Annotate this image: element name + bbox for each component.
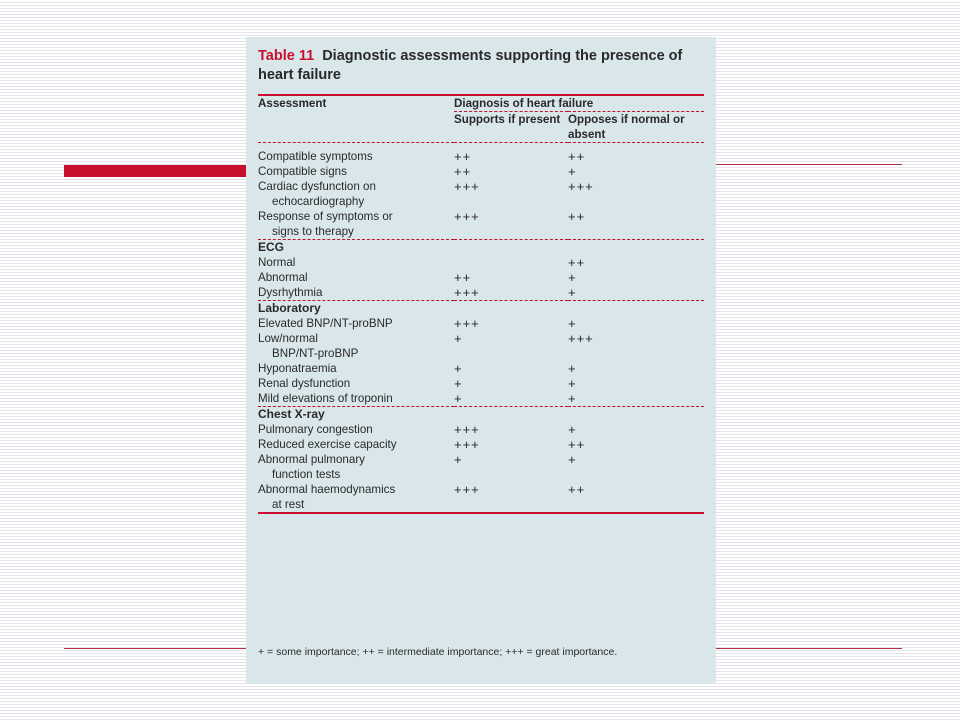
table-row bbox=[258, 422, 704, 437]
opposes-value: + bbox=[568, 270, 577, 285]
assessment-label-continued: echocardiography bbox=[272, 195, 365, 208]
assessment-label: Reduced exercise capacity bbox=[258, 438, 397, 451]
assessment-cell bbox=[258, 391, 454, 407]
table-row bbox=[258, 179, 704, 209]
slide-rule-bottom-right bbox=[716, 648, 902, 649]
opposes-value: + bbox=[568, 376, 577, 391]
supports-value: + bbox=[454, 452, 463, 467]
assessment-label: Compatible symptoms bbox=[258, 150, 373, 163]
assessment-cell bbox=[258, 331, 454, 361]
table-row bbox=[258, 270, 704, 285]
opposes-value: +++ bbox=[568, 179, 594, 194]
diagnostic-table bbox=[258, 94, 704, 514]
assessment-cell bbox=[258, 437, 454, 452]
assessment-cell bbox=[258, 143, 454, 165]
opposes-value: ++ bbox=[568, 149, 586, 164]
assessment-label: Pulmonary congestion bbox=[258, 423, 373, 436]
slide-rule-top bbox=[716, 164, 902, 165]
supports-value: + bbox=[454, 376, 463, 391]
supports-value: + bbox=[454, 331, 463, 346]
assessment-label: Abnormal pulmonary bbox=[258, 453, 365, 466]
assessment-label: Abnormal bbox=[258, 271, 308, 284]
assessment-label: Hyponatraemia bbox=[258, 362, 337, 375]
assessment-label: Compatible signs bbox=[258, 165, 347, 178]
supports-value bbox=[454, 255, 568, 270]
table-panel bbox=[246, 37, 716, 684]
supports-value: ++ bbox=[454, 164, 472, 179]
assessment-cell bbox=[258, 361, 454, 376]
supports-value: +++ bbox=[454, 482, 480, 497]
opposes-value: + bbox=[568, 452, 577, 467]
table-body bbox=[258, 143, 704, 514]
section-heading-row bbox=[258, 407, 704, 423]
assessment-cell bbox=[258, 422, 454, 437]
supports-value: +++ bbox=[454, 285, 568, 301]
supports-value: +++ bbox=[454, 209, 568, 240]
table-row bbox=[258, 331, 704, 361]
assessment-label: Mild elevations of troponin bbox=[258, 392, 393, 405]
opposes-value: + bbox=[568, 285, 704, 301]
slide-accent-bar bbox=[64, 165, 254, 177]
opposes-value: + bbox=[568, 316, 577, 331]
opposes-value: + bbox=[568, 164, 577, 179]
table-row bbox=[258, 437, 704, 452]
section-title: Laboratory bbox=[258, 301, 321, 315]
opposes-value: + bbox=[568, 422, 577, 437]
opposes-value: + bbox=[568, 361, 577, 376]
assessment-label-continued: function tests bbox=[272, 468, 341, 481]
section-heading-row bbox=[258, 301, 704, 317]
table-row bbox=[258, 361, 704, 376]
assessment-label: Response of symptoms or bbox=[258, 210, 393, 223]
table-row bbox=[258, 209, 704, 240]
supports-value: +++ bbox=[454, 316, 480, 331]
table-row bbox=[258, 316, 704, 331]
supports-value: + bbox=[454, 361, 463, 376]
supports-value: +++ bbox=[454, 422, 480, 437]
table-number: Table 11 bbox=[258, 48, 315, 64]
assessment-label: Normal bbox=[258, 256, 296, 269]
header-opposes: Opposes if normal or absent bbox=[568, 112, 704, 143]
header-supports: Supports if present bbox=[454, 112, 568, 143]
supports-value: +++ bbox=[454, 179, 480, 194]
supports-value: +++ bbox=[454, 437, 480, 452]
table-row bbox=[258, 391, 704, 407]
assessment-cell bbox=[258, 179, 454, 209]
table-row bbox=[258, 255, 704, 270]
table-row bbox=[258, 285, 704, 301]
supports-value: + bbox=[454, 391, 568, 407]
assessment-cell bbox=[258, 452, 454, 482]
assessment-label-continued: at rest bbox=[272, 498, 305, 511]
section-title: ECG bbox=[258, 240, 285, 254]
section-heading-row bbox=[258, 240, 704, 256]
supports-value: ++ bbox=[454, 270, 472, 285]
assessment-label: Elevated BNP/NT-proBNP bbox=[258, 317, 393, 330]
table-row bbox=[258, 143, 704, 165]
opposes-value: ++ bbox=[568, 255, 586, 270]
assessment-label: Cardiac dysfunction on bbox=[258, 180, 376, 193]
header-assessment: Assessment bbox=[258, 97, 327, 110]
assessment-cell bbox=[258, 316, 454, 331]
table-footnote: + = some importance; ++ = intermediate importance; +++ = great importance. bbox=[258, 646, 618, 658]
assessment-label: Dysrhythmia bbox=[258, 286, 323, 299]
opposes-value: + bbox=[568, 391, 704, 407]
assessment-label: Low/normal bbox=[258, 332, 318, 345]
assessment-cell bbox=[258, 285, 454, 301]
table-caption bbox=[258, 47, 698, 85]
assessment-label-continued: BNP/NT-proBNP bbox=[272, 347, 359, 360]
assessment-cell bbox=[258, 209, 454, 240]
assessment-cell bbox=[258, 270, 454, 285]
table-row bbox=[258, 452, 704, 482]
opposes-value: ++ bbox=[568, 209, 704, 240]
opposes-value: ++ bbox=[568, 437, 586, 452]
opposes-value: +++ bbox=[568, 331, 594, 346]
assessment-cell bbox=[258, 164, 454, 179]
assessment-label: Renal dysfunction bbox=[258, 377, 351, 390]
assessment-cell bbox=[258, 255, 454, 270]
assessment-label: Abnormal haemodynamics bbox=[258, 483, 396, 496]
table-row bbox=[258, 376, 704, 391]
assessment-cell bbox=[258, 482, 454, 513]
assessment-label-continued: signs to therapy bbox=[272, 225, 354, 238]
table-row bbox=[258, 164, 704, 179]
supports-value: ++ bbox=[454, 149, 472, 164]
table-row bbox=[258, 482, 704, 513]
header-diagnosis: Diagnosis of heart failure bbox=[454, 97, 594, 110]
section-title: Chest X-ray bbox=[258, 407, 325, 421]
slide-rule-bottom-left bbox=[64, 648, 250, 649]
table-title: Diagnostic assessments supporting the presence of heart failure bbox=[258, 48, 683, 83]
assessment-cell bbox=[258, 376, 454, 391]
opposes-value: ++ bbox=[568, 482, 586, 497]
